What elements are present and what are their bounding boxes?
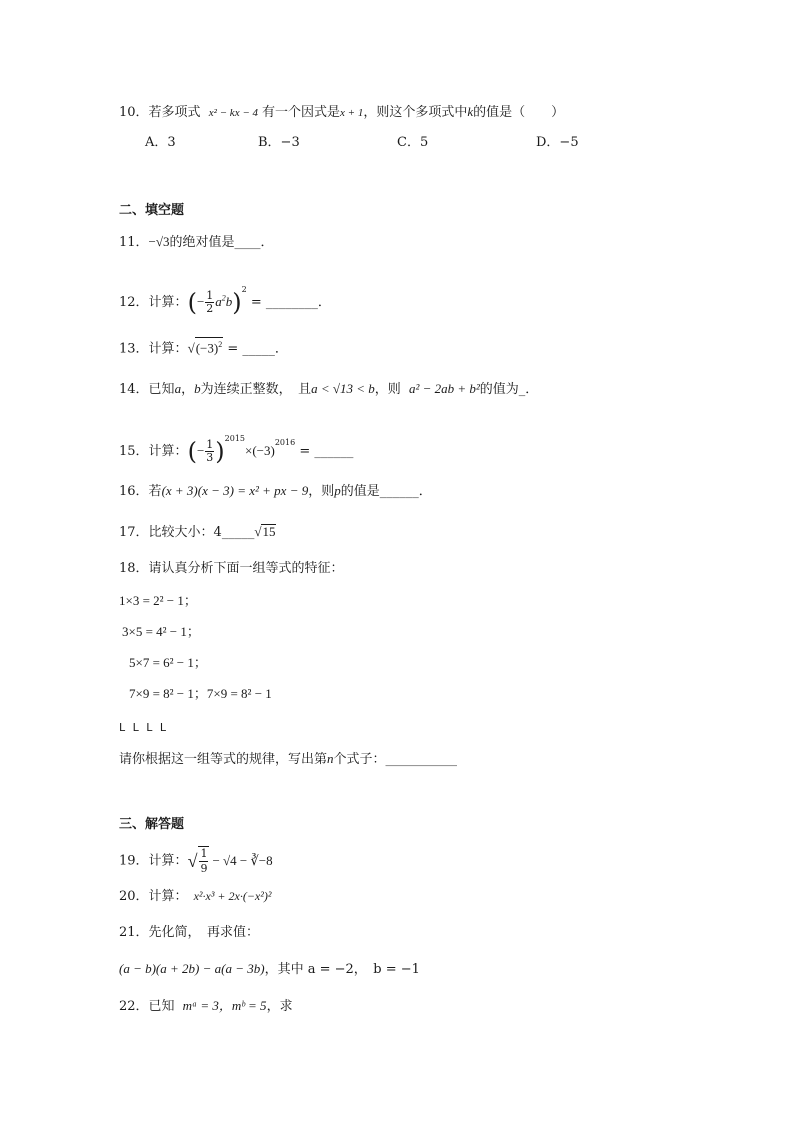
exponent: 2015 [224, 434, 246, 443]
fraction: $\frac{1}{2}$ [206, 289, 214, 315]
minus-sign: − [196, 294, 205, 309]
equation-line-1: 1×3 = 2² − 1； [119, 593, 197, 608]
radical-sign: √ [254, 524, 262, 539]
question-16 [119, 481, 432, 502]
variable-n: n [327, 751, 334, 766]
question-text: 为连续正整数， 且 [200, 382, 312, 397]
option-b: B．−3 [258, 135, 300, 150]
question-number: 10． [119, 105, 149, 120]
equation-line-4: 7×9 = 8² − 1；7×9 = 8² − 1 [129, 686, 272, 701]
question-15 [119, 429, 353, 464]
question-text: ，则 [308, 484, 335, 499]
question-text: ，求 [266, 999, 293, 1014]
math-expression: − √4 − ∛−8 [212, 852, 273, 868]
exponent: 2 [241, 285, 247, 294]
question-text: 已知 [148, 382, 175, 397]
question-number: 18． [119, 561, 149, 576]
answer-blank: 个式子：___________ [333, 752, 458, 767]
question-number: 19． [119, 853, 149, 869]
radical-sign: √ [187, 340, 195, 356]
question-text: 计算： [148, 889, 188, 904]
question-text: 已知 [148, 999, 175, 1014]
polynomial-expression: x² − kx − 4 [208, 107, 258, 119]
question-text: ，则 [374, 382, 401, 397]
question-number: 13． [119, 341, 149, 357]
question-number: 20． [119, 889, 149, 904]
radicand: 15 [262, 524, 276, 539]
exponent: 2016 [274, 438, 296, 447]
question-text: ，则这个多项式中 [363, 105, 468, 120]
question-text: 的值是（ ） [473, 105, 565, 120]
variable-k: k [467, 104, 474, 119]
answer-blank: = ______ [299, 444, 354, 459]
question-text: 的值为_． [479, 382, 539, 397]
math-expression: x²·x³ + 2x·(−x²)² [193, 889, 272, 903]
factor-expression: x + 1 [340, 107, 364, 119]
math-expression: (a − b)(a + 2b) − a(a − 3b) [119, 961, 265, 976]
variable-a: a [174, 381, 182, 396]
variable-b: b [194, 381, 201, 396]
question-number: 11． [119, 235, 149, 250]
question-text: 请你根据这一组等式的规律，写出第 [119, 752, 328, 767]
math-expression: (x + 3)(x − 3) = x² + px − 9 [161, 483, 309, 498]
fraction: $\frac{1}{3}$ [206, 438, 214, 464]
fraction: $\frac{1}{9}$ [200, 847, 208, 875]
question-text: 的绝对值是____． [169, 235, 274, 250]
section-heading-solve: 三、解答题 [119, 817, 185, 832]
question-21-expression [119, 959, 420, 980]
radicand: $(-3)^2$ [195, 337, 224, 355]
answer-blank: = _____． [227, 341, 288, 357]
question-text: 计算： [148, 444, 188, 459]
question-12 [119, 280, 331, 315]
math-expression: mᵃ = 3，mᵇ = 5 [182, 998, 267, 1013]
question-number: 16． [119, 484, 149, 499]
math-expression: ×(−3) [245, 443, 275, 458]
variable-p: p [334, 483, 341, 498]
condition-text: ，其中 a = −2， b = −1 [264, 962, 420, 977]
question-18-ask [119, 749, 457, 770]
equation-line-3: 5×7 = 6² − 1； [129, 655, 207, 670]
question-20 [119, 886, 271, 907]
section-heading-fill-in: 二、填空题 [119, 203, 185, 218]
question-number: 21． [119, 925, 149, 940]
answer-blank: = ________． [250, 295, 331, 310]
question-number: 22． [119, 999, 149, 1014]
question-text: 计算： [148, 341, 188, 357]
continuation-marks: L L L L [119, 721, 169, 734]
equation-line-2: 3×5 = 4² − 1； [122, 624, 200, 639]
question-text: 有一个因式是 [262, 105, 341, 120]
question-text: 比较大小：4_____ [148, 525, 255, 540]
inequality: a < √13 < b [311, 381, 375, 396]
question-text: 的值是______． [340, 484, 432, 499]
left-paren: ( [187, 288, 197, 317]
question-19 [119, 846, 273, 876]
question-number: 12． [119, 295, 149, 310]
minus-sign: − [196, 443, 205, 458]
separator: ， [181, 382, 195, 397]
question-21 [119, 923, 259, 943]
question-number: 17． [119, 525, 149, 540]
option-a: A．3 [145, 135, 176, 150]
question-13 [119, 337, 288, 359]
math-expression: a² − 2ab + b² [408, 381, 480, 396]
question-18 [119, 559, 344, 579]
radical-sign: √ [187, 851, 198, 871]
option-d: D．−5 [536, 135, 579, 150]
question-10 [119, 102, 564, 123]
question-11 [119, 232, 274, 253]
math-term: $a^2b$ [215, 293, 233, 309]
question-text: 计算： [148, 295, 188, 310]
question-14 [119, 379, 538, 400]
question-22 [119, 996, 293, 1017]
question-17 [119, 522, 276, 543]
question-text: 请认真分析下面一组等式的特征： [148, 561, 344, 576]
question-number: 15． [119, 444, 149, 459]
question-number: 14． [119, 382, 149, 397]
right-paren: ) [232, 288, 242, 317]
math-expression: −√3 [148, 234, 170, 249]
right-paren: ) [215, 437, 225, 466]
option-c: C．5 [397, 135, 429, 150]
question-text: 先化简， 再求值： [148, 925, 260, 940]
question-text: 计算： [148, 853, 188, 869]
question-text: 若多项式 [148, 105, 201, 120]
left-paren: ( [187, 437, 197, 466]
question-text: 若 [148, 484, 162, 499]
